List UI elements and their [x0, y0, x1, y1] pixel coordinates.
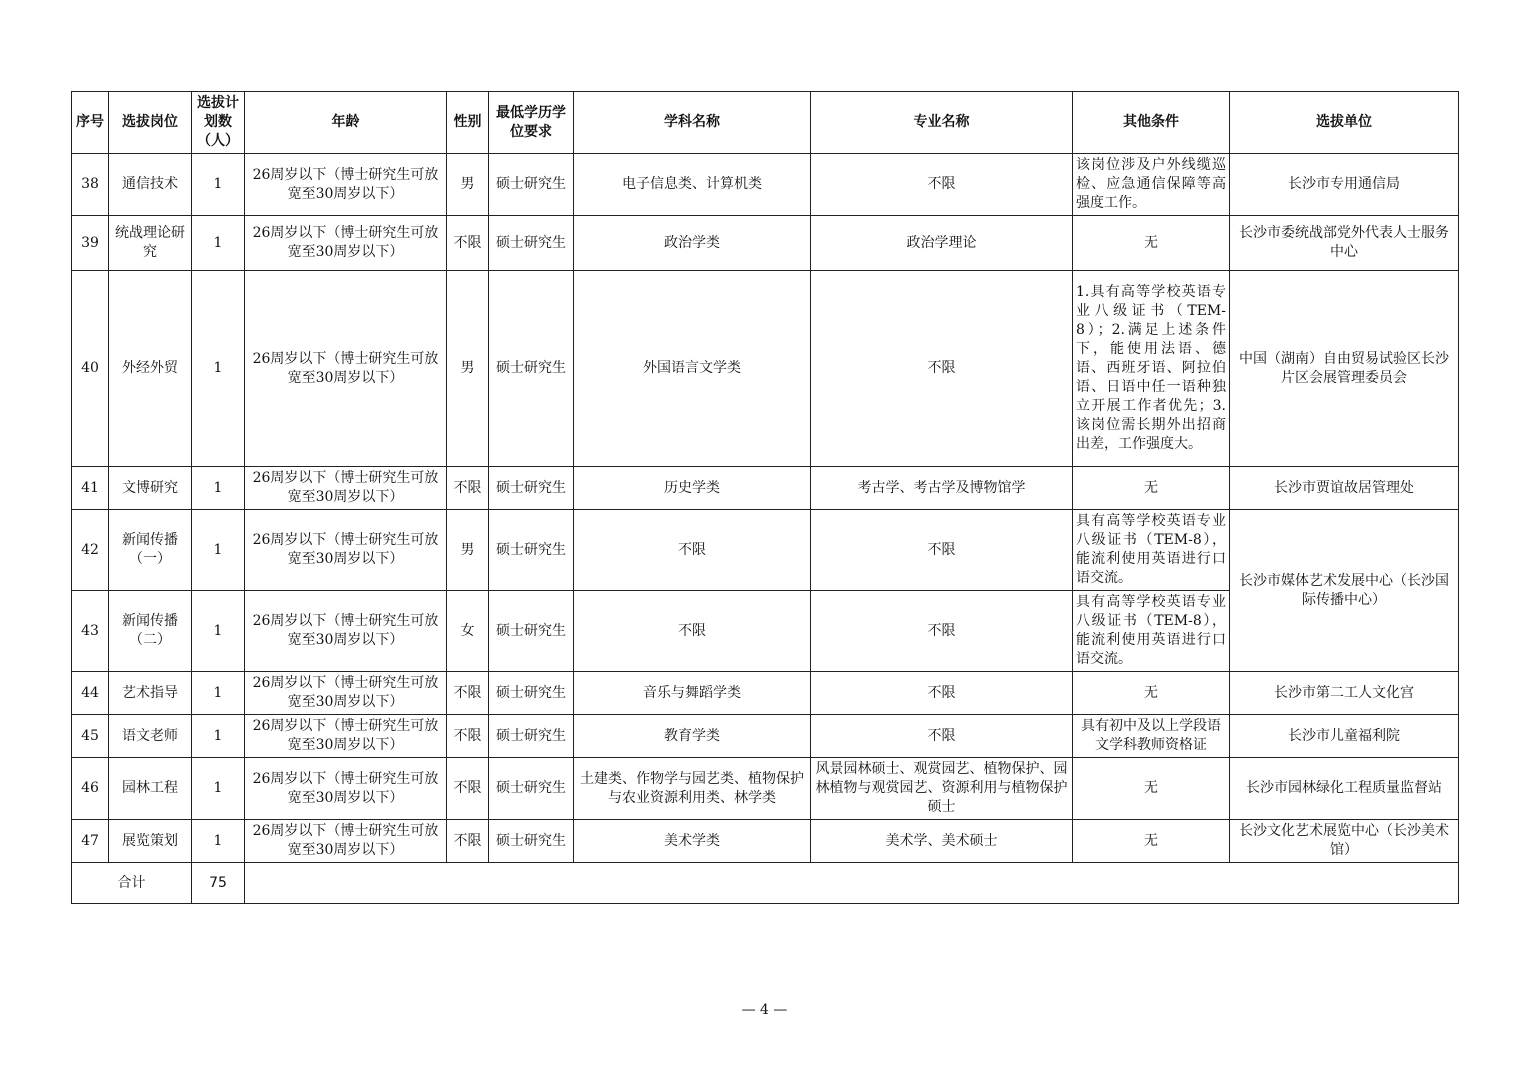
table-row	[72, 510, 1459, 591]
header-gender: 性别	[447, 92, 489, 154]
cell-major: 不限	[811, 591, 1073, 672]
total-row	[72, 863, 1459, 904]
table-row	[72, 715, 1459, 758]
cell-no: 44	[72, 672, 109, 715]
cell-unit: 长沙市贾谊故居管理处	[1230, 467, 1459, 510]
cell-plan: 1	[192, 467, 245, 510]
cell-major: 不限	[811, 672, 1073, 715]
cell-plan: 1	[192, 820, 245, 863]
header-discipline: 学科名称	[574, 92, 811, 154]
cell-no: 47	[72, 820, 109, 863]
table-row	[72, 154, 1459, 216]
cell-other: 具有高等学校英语专业八级证书（TEM-8），能流利使用英语进行口语交流。	[1073, 591, 1230, 672]
cell-education: 硕士研究生	[489, 758, 574, 820]
cell-unit: 长沙市园林绿化工程质量监督站	[1230, 758, 1459, 820]
cell-gender: 不限	[447, 715, 489, 758]
cell-other: 无	[1073, 216, 1230, 271]
cell-major: 不限	[811, 510, 1073, 591]
table-row	[72, 467, 1459, 510]
cell-gender: 女	[447, 591, 489, 672]
cell-post: 文博研究	[109, 467, 192, 510]
cell-education: 硕士研究生	[489, 467, 574, 510]
header-unit: 选拔单位	[1230, 92, 1459, 154]
cell-plan: 1	[192, 591, 245, 672]
cell-unit: 长沙市委统战部党外代表人士服务中心	[1230, 216, 1459, 271]
cell-unit-merged: 长沙市媒体艺术发展中心（长沙国际传播中心）	[1230, 510, 1459, 672]
cell-discipline: 电子信息类、计算机类	[574, 154, 811, 216]
cell-plan: 1	[192, 672, 245, 715]
cell-discipline: 不限	[574, 510, 811, 591]
cell-no: 38	[72, 154, 109, 216]
cell-education: 硕士研究生	[489, 715, 574, 758]
header-major: 专业名称	[811, 92, 1073, 154]
cell-other: 1.具有高等学校英语专业八级证书（TEM-8）；2.满足上述条件下，能使用法语、德语、西班牙语、阿拉伯语、日语中任一语种独立开展工作者优先；3.该岗位需长期外出招商出差，工作强度大。	[1073, 271, 1230, 467]
cell-major: 美术学、美术硕士	[811, 820, 1073, 863]
total-label: 合计	[72, 863, 192, 904]
total-empty-cell	[245, 863, 1459, 904]
cell-major: 不限	[811, 271, 1073, 467]
cell-major: 风景园林硕士、观赏园艺、植物保护、园林植物与观赏园艺、资源利用与植物保护硕士	[811, 758, 1073, 820]
cell-unit: 长沙文化艺术展览中心（长沙美术馆）	[1230, 820, 1459, 863]
recruitment-table	[71, 91, 1459, 904]
cell-unit: 长沙市第二工人文化宫	[1230, 672, 1459, 715]
cell-education: 硕士研究生	[489, 510, 574, 591]
total-value: 75	[192, 863, 245, 904]
cell-gender: 男	[447, 154, 489, 216]
table-row	[72, 820, 1459, 863]
cell-no: 39	[72, 216, 109, 271]
cell-age: 26周岁以下（博士研究生可放宽至30周岁以下）	[245, 467, 447, 510]
cell-gender: 不限	[447, 672, 489, 715]
cell-other: 无	[1073, 758, 1230, 820]
cell-other: 该岗位涉及户外线缆巡检、应急通信保障等高强度工作。	[1073, 154, 1230, 216]
cell-major: 政治学理论	[811, 216, 1073, 271]
cell-education: 硕士研究生	[489, 672, 574, 715]
cell-no: 40	[72, 271, 109, 467]
cell-education: 硕士研究生	[489, 591, 574, 672]
cell-no: 42	[72, 510, 109, 591]
header-post: 选拔岗位	[109, 92, 192, 154]
cell-major: 不限	[811, 715, 1073, 758]
cell-discipline: 教育学类	[574, 715, 811, 758]
cell-plan: 1	[192, 216, 245, 271]
cell-age: 26周岁以下（博士研究生可放宽至30周岁以下）	[245, 216, 447, 271]
cell-no: 46	[72, 758, 109, 820]
cell-age: 26周岁以下（博士研究生可放宽至30周岁以下）	[245, 672, 447, 715]
cell-unit: 长沙市专用通信局	[1230, 154, 1459, 216]
header-no: 序号	[72, 92, 109, 154]
cell-age: 26周岁以下（博士研究生可放宽至30周岁以下）	[245, 820, 447, 863]
cell-plan: 1	[192, 510, 245, 591]
header-education: 最低学历学位要求	[489, 92, 574, 154]
table-row	[72, 758, 1459, 820]
cell-unit: 长沙市儿童福利院	[1230, 715, 1459, 758]
cell-post: 统战理论研究	[109, 216, 192, 271]
cell-education: 硕士研究生	[489, 271, 574, 467]
cell-other: 具有初中及以上学段语文学科教师资格证	[1073, 715, 1230, 758]
header-age: 年龄	[245, 92, 447, 154]
cell-education: 硕士研究生	[489, 216, 574, 271]
cell-age: 26周岁以下（博士研究生可放宽至30周岁以下）	[245, 758, 447, 820]
cell-education: 硕士研究生	[489, 820, 574, 863]
header-plan: 选拔计划数（人）	[192, 92, 245, 154]
cell-age: 26周岁以下（博士研究生可放宽至30周岁以下）	[245, 271, 447, 467]
cell-gender: 不限	[447, 758, 489, 820]
cell-discipline: 土建类、作物学与园艺类、植物保护与农业资源利用类、林学类	[574, 758, 811, 820]
cell-post: 外经外贸	[109, 271, 192, 467]
cell-discipline: 外国语言文学类	[574, 271, 811, 467]
cell-discipline: 美术学类	[574, 820, 811, 863]
cell-other: 无	[1073, 467, 1230, 510]
cell-discipline: 不限	[574, 591, 811, 672]
table-row	[72, 216, 1459, 271]
cell-post: 通信技术	[109, 154, 192, 216]
cell-discipline: 政治学类	[574, 216, 811, 271]
cell-post: 艺术指导	[109, 672, 192, 715]
cell-post: 展览策划	[109, 820, 192, 863]
cell-discipline: 历史学类	[574, 467, 811, 510]
cell-education: 硕士研究生	[489, 154, 574, 216]
cell-no: 41	[72, 467, 109, 510]
cell-age: 26周岁以下（博士研究生可放宽至30周岁以下）	[245, 510, 447, 591]
cell-age: 26周岁以下（博士研究生可放宽至30周岁以下）	[245, 154, 447, 216]
cell-other: 具有高等学校英语专业八级证书（TEM-8），能流利使用英语进行口语交流。	[1073, 510, 1230, 591]
cell-major: 不限	[811, 154, 1073, 216]
cell-no: 45	[72, 715, 109, 758]
cell-major: 考古学、考古学及博物馆学	[811, 467, 1073, 510]
cell-gender: 男	[447, 271, 489, 467]
cell-gender: 不限	[447, 467, 489, 510]
cell-post: 新闻传播（一）	[109, 510, 192, 591]
cell-gender: 不限	[447, 216, 489, 271]
cell-post: 语文老师	[109, 715, 192, 758]
cell-plan: 1	[192, 715, 245, 758]
table-row	[72, 672, 1459, 715]
cell-plan: 1	[192, 154, 245, 216]
cell-no: 43	[72, 591, 109, 672]
cell-gender: 男	[447, 510, 489, 591]
cell-plan: 1	[192, 758, 245, 820]
cell-plan: 1	[192, 271, 245, 467]
table-row	[72, 271, 1459, 467]
cell-age: 26周岁以下（博士研究生可放宽至30周岁以下）	[245, 591, 447, 672]
header-other: 其他条件	[1073, 92, 1230, 154]
cell-other: 无	[1073, 672, 1230, 715]
cell-unit: 中国（湖南）自由贸易试验区长沙片区会展管理委员会	[1230, 271, 1459, 467]
cell-gender: 不限	[447, 820, 489, 863]
cell-age: 26周岁以下（博士研究生可放宽至30周岁以下）	[245, 715, 447, 758]
cell-discipline: 音乐与舞蹈学类	[574, 672, 811, 715]
cell-post: 园林工程	[109, 758, 192, 820]
cell-post: 新闻传播（二）	[109, 591, 192, 672]
cell-other: 无	[1073, 820, 1230, 863]
page-number: — 4 —	[741, 1002, 788, 1018]
table-header-row	[72, 92, 1459, 154]
